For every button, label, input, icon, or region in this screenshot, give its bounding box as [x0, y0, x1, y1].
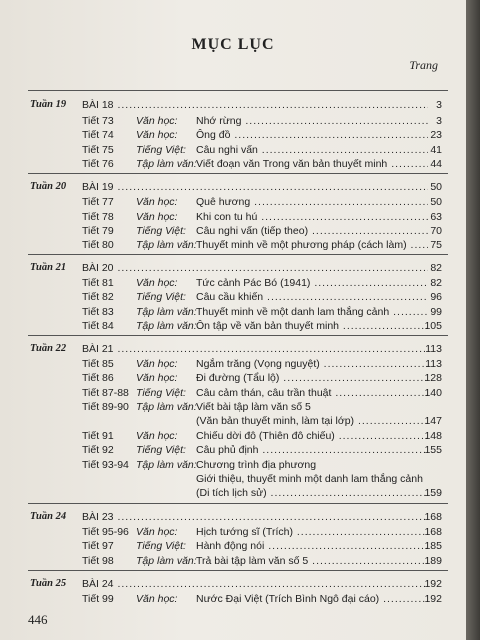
category-label: Tiếng Việt:	[136, 225, 186, 237]
page-title: MỤC LỤC	[191, 36, 275, 53]
toc-row	[0, 98, 466, 112]
toc-row	[0, 238, 466, 252]
toc-row	[0, 157, 466, 171]
entry-title: Ngắm trăng (Vọng nguyệt) .....	[196, 357, 428, 371]
entry-title: Giới thiệu, thuyết minh một danh lam thắng cảnh	[196, 473, 423, 485]
entry-page: 140	[424, 387, 442, 399]
category-label: Tiếng Việt:	[136, 291, 186, 303]
divider	[28, 503, 448, 504]
entry-page: 75	[430, 239, 442, 251]
lesson-label: BÀI 19 .....	[82, 180, 428, 194]
entry-title: Nhớ rừng .....	[196, 114, 428, 128]
divider	[28, 570, 448, 571]
entry-page: 63	[430, 211, 442, 223]
week-label: Tuần 22	[30, 343, 67, 354]
period-label: Tiết 92	[82, 444, 114, 456]
entry-page: 105	[424, 320, 442, 332]
entry-title: Đi đường (Tẩu lộ) .....	[196, 371, 428, 385]
entry-page: 82	[430, 262, 442, 274]
entry-title: Ôn tập về văn bản thuyết minh .....	[196, 319, 428, 333]
entry-page: 96	[430, 291, 442, 303]
toc-row	[0, 486, 466, 500]
toc-row	[0, 539, 466, 553]
toc-row	[0, 371, 466, 385]
entry-title: Thuyết minh về một danh lam thắng cảnh .....	[196, 305, 428, 319]
entry-page: 155	[424, 444, 442, 456]
period-label: Tiết 81	[82, 277, 114, 289]
period-label: Tiết 78	[82, 211, 114, 223]
entry-page: 50	[430, 196, 442, 208]
book-edge	[466, 0, 480, 640]
entry-page: 185	[424, 540, 442, 552]
toc-row	[0, 290, 466, 304]
entry-page: 159	[424, 487, 442, 499]
toc-row	[0, 414, 466, 428]
divider	[28, 335, 448, 336]
entry-title: Hành động nói .....	[196, 539, 428, 553]
entry-page: 128	[424, 372, 442, 384]
entry-title: Chương trình địa phương	[196, 459, 317, 471]
category-label: Văn học:	[136, 372, 178, 384]
lesson-label: BÀI 18 .....	[82, 98, 428, 112]
period-label: Tiết 84	[82, 320, 114, 332]
week-label: Tuần 20	[30, 181, 67, 192]
period-label: Tiết 74	[82, 129, 114, 141]
lesson-label: BÀI 24 .....	[82, 577, 428, 591]
category-label: Văn học:	[136, 430, 178, 442]
entry-page: 41	[430, 144, 442, 156]
category-label: Tập làm văn:	[136, 401, 197, 413]
entry-title: Thuyết minh về một phương pháp (cách làm) .....	[196, 238, 428, 252]
category-label: Tiếng Việt:	[136, 144, 186, 156]
entry-page: 147	[424, 415, 442, 427]
week-label: Tuần 19	[30, 99, 67, 110]
entry-page: 113	[425, 343, 442, 355]
category-label: Tập làm văn:	[136, 158, 197, 170]
toc-row	[0, 443, 466, 457]
entry-page: 3	[436, 115, 442, 127]
category-label: Tiếng Việt:	[136, 387, 186, 399]
toc-row	[0, 128, 466, 142]
category-label: Văn học:	[136, 129, 178, 141]
toc-row	[0, 143, 466, 157]
period-label: Tiết 95-96	[82, 526, 129, 538]
period-label: Tiết 91	[82, 430, 114, 442]
entry-title: Tức cảnh Pác Bó (1941) .....	[196, 276, 428, 290]
category-label: Tập làm văn:	[136, 239, 197, 251]
entry-page: 3	[436, 99, 442, 111]
entry-title: Trả bài tập làm văn số 5 .....	[196, 554, 428, 568]
entry-page: 99	[430, 306, 442, 318]
entry-title: Câu cầu khiến .....	[196, 290, 428, 304]
toc-row	[0, 554, 466, 568]
page-number: 446	[28, 612, 48, 627]
lesson-label: BÀI 23 .....	[82, 510, 428, 524]
entry-page: 82	[430, 277, 442, 289]
period-label: Tiết 98	[82, 555, 114, 567]
toc-row	[0, 224, 466, 238]
period-label: Tiết 99	[82, 593, 114, 605]
toc-row	[0, 342, 466, 356]
entry-page: 70	[430, 225, 442, 237]
period-label: Tiết 89-90	[82, 401, 129, 413]
toc-row	[0, 472, 466, 486]
category-label: Văn học:	[136, 277, 178, 289]
toc-row	[0, 400, 466, 414]
entry-page: 189	[424, 555, 442, 567]
category-label: Văn học:	[136, 358, 178, 370]
period-label: Tiết 76	[82, 158, 114, 170]
category-label: Văn học:	[136, 526, 178, 538]
entry-page: 168	[424, 511, 442, 523]
toc-row	[0, 592, 466, 606]
entry-page: 44	[430, 158, 442, 170]
toc-row	[0, 458, 466, 472]
period-label: Tiết 86	[82, 372, 114, 384]
toc-row	[0, 195, 466, 209]
entry-title: Khi con tu hú .....	[196, 210, 428, 224]
entry-page: 50	[430, 181, 442, 193]
entry-page: 23	[430, 129, 442, 141]
lesson-label: BÀI 20 .....	[82, 261, 428, 275]
toc-row	[0, 180, 466, 194]
entry-page: 168	[424, 526, 442, 538]
period-label: Tiết 75	[82, 144, 114, 156]
toc-row	[0, 261, 466, 275]
period-label: Tiết 80	[82, 239, 114, 251]
entry-page: 113	[425, 358, 442, 370]
toc-row	[0, 114, 466, 128]
toc-row	[0, 276, 466, 290]
category-label: Tập làm văn:	[136, 555, 197, 567]
week-label: Tuần 25	[30, 578, 67, 589]
entry-page: 192	[424, 593, 442, 605]
period-label: Tiết 77	[82, 196, 114, 208]
entry-title: Câu nghi vấn (tiếp theo) .....	[196, 224, 428, 238]
divider	[28, 90, 448, 91]
entry-title: Quê hương .....	[196, 195, 428, 209]
category-label: Tập làm văn:	[136, 459, 197, 471]
period-label: Tiết 97	[82, 540, 114, 552]
entry-title: Nước Đại Việt (Trích Bình Ngô đại cáo) .....	[196, 592, 428, 606]
category-label: Văn học:	[136, 115, 178, 127]
period-label: Tiết 82	[82, 291, 114, 303]
entry-title: (Di tích lịch sử) .....	[196, 486, 428, 500]
week-label: Tuần 24	[30, 511, 67, 522]
category-label: Văn học:	[136, 196, 178, 208]
entry-title: Hịch tướng sĩ (Trích) .....	[196, 525, 428, 539]
entry-title: Chiếu dời đô (Thiên đô chiếu) .....	[196, 429, 428, 443]
toc-row	[0, 386, 466, 400]
entry-title: Ông đồ .....	[196, 128, 428, 142]
toc-row	[0, 577, 466, 591]
period-label: Tiết 87-88	[82, 387, 129, 399]
page-column-label: Trang	[409, 58, 438, 72]
entry-title: Viết bài tập làm văn số 5	[196, 401, 311, 413]
divider	[28, 254, 448, 255]
period-label: Tiết 79	[82, 225, 114, 237]
toc-row	[0, 525, 466, 539]
entry-title: Viết đoạn văn Trong văn bản thuyết minh .....	[196, 157, 428, 171]
category-label: Văn học:	[136, 593, 178, 605]
entry-page: 192	[424, 578, 442, 590]
period-label: Tiết 93-94	[82, 459, 129, 471]
category-label: Tập làm văn:	[136, 320, 197, 332]
toc-row	[0, 319, 466, 333]
week-label: Tuần 21	[30, 262, 67, 273]
divider	[28, 173, 448, 174]
category-label: Tập làm văn:	[136, 306, 197, 318]
period-label: Tiết 83	[82, 306, 114, 318]
category-label: Tiếng Việt:	[136, 444, 186, 456]
toc-row	[0, 210, 466, 224]
toc-row	[0, 510, 466, 524]
category-label: Văn học:	[136, 211, 178, 223]
entry-page: 148	[424, 430, 442, 442]
entry-title: (Văn bản thuyết minh, làm tại lớp) .....	[196, 414, 428, 428]
lesson-label: BÀI 21 .....	[82, 342, 428, 356]
toc-row	[0, 429, 466, 443]
toc-row	[0, 357, 466, 371]
entry-title: Câu cảm thán, câu trần thuật .....	[196, 386, 428, 400]
period-label: Tiết 73	[82, 115, 114, 127]
category-label: Tiếng Việt:	[136, 540, 186, 552]
entry-title: Câu phủ định .....	[196, 443, 428, 457]
entry-title: Câu nghi vấn .....	[196, 143, 428, 157]
period-label: Tiết 85	[82, 358, 114, 370]
toc-row	[0, 305, 466, 319]
